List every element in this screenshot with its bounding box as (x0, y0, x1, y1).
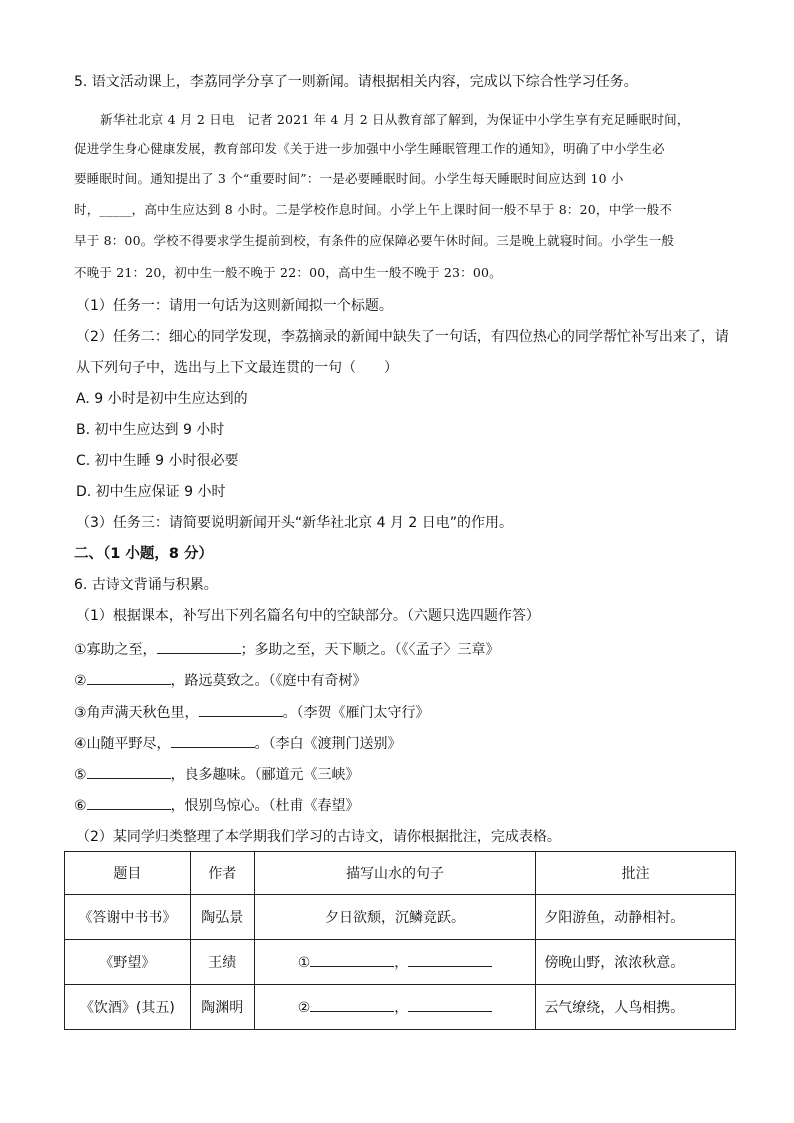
answer-blank[interactable] (171, 733, 255, 748)
table-row (65, 940, 736, 985)
header-author: 作者 (190, 852, 254, 895)
header-note: 批注 (536, 852, 736, 895)
table-row (65, 895, 736, 940)
option-d: D. 初中生应保证 9 小时 (76, 484, 226, 500)
cell-note: 夕阳游鱼，动静相衬。 (536, 895, 736, 940)
answer-blank[interactable] (87, 764, 171, 779)
cell-sentence: ② ， (254, 985, 536, 1030)
poem-item-2: ② ，路远莫致之。（《庭中有奇树》 (74, 670, 367, 690)
answer-blank[interactable] (157, 639, 241, 654)
answer-blank[interactable] (310, 997, 394, 1012)
cell-author: 陶弘景 (190, 895, 254, 940)
option-a: A. 9 小时是初中生应达到的 (76, 391, 248, 407)
answer-blank[interactable] (199, 702, 283, 717)
news-line-6: 不晚于 21：20，初中生一般不晚于 22：00，高中生一般不晚于 23：00。 (74, 265, 502, 280)
answer-blank[interactable] (310, 952, 394, 967)
cell-author: 陶渊明 (190, 985, 254, 1030)
answer-blank[interactable] (408, 952, 492, 967)
answer-blank[interactable] (87, 795, 171, 810)
task1-text: （1）任务一：请用一句话为这则新闻拟一个标题。 (76, 298, 393, 314)
task2-line-1: （2）任务二：细心的同学发现，李荔摘录的新闻中缺失了一句话，有四位热心的同学帮忙补写出来了，请 (76, 329, 729, 345)
cell-sentence: 夕日欲颓，沉鳞竞跃。 (254, 895, 536, 940)
cell-title: 《饮酒》(其五) (65, 985, 191, 1030)
cell-title: 《答谢中书书》 (65, 895, 191, 940)
q6-sub2: （2）某同学归类整理了本学期我们学习的古诗文，请你根据批注，完成表格。 (76, 829, 561, 845)
news-line-2: 促进学生身心健康发展，教育部印发《关于进一步加强中小学生睡眠管理工作的通知》，明确了中小学生必 (74, 141, 665, 156)
answer-blank[interactable] (87, 670, 171, 685)
q6-sub1: （1）根据课本，补写出下列名篇名句中的空缺部分。（六题只选四题作答） (76, 608, 540, 624)
poem-item-6: ⑥ ，恨别鸟惊心。（杜甫《春望》 (74, 795, 360, 815)
cell-note: 云气缭绕，人鸟相携。 (536, 985, 736, 1030)
option-b: B. 初中生应达到 9 小时 (76, 422, 225, 438)
table-row (65, 985, 736, 1030)
news-line-1: 新华社北京 4 月 2 日电 记者 2021 年 4 月 2 日从教育部了解到，为保证中小学生享有充足睡眠时间， (100, 112, 690, 127)
cell-author: 王绩 (190, 940, 254, 985)
news-line-5: 早于 8：00。学校不得要求学生提前到校，有条件的应保障必要午休时间。三是晚上就寝时间。小学生一般 (74, 233, 675, 248)
cell-sentence: ① ， (254, 940, 536, 985)
poem-item-5: ⑤ ，良多趣味。（郦道元《三峡》 (74, 764, 360, 784)
cell-note: 傍晚山野，浓浓秋意。 (536, 940, 736, 985)
cell-title: 《野望》 (65, 940, 191, 985)
q5-intro: 5. 语文活动课上，李荔同学分享了一则新闻。请根据相关内容，完成以下综合性学习任务。 (74, 74, 638, 90)
task2-line-2: 从下列句子中，选出与上下文最连贯的一句（ ） (76, 360, 398, 376)
answer-blank[interactable] (408, 997, 492, 1012)
poem-item-1: ①寡助之至， ；多助之至，天下顺之。（《〈孟子〉三章》 (74, 639, 500, 659)
news-line-3: 要睡眠时间。通知提出了 3 个“重要时间”：一是必要睡眠时间。小学生每天睡眠时间应达到 10 小 (74, 171, 624, 186)
header-title: 题目 (65, 852, 191, 895)
task3-text: （3）任务三：请简要说明新闻开头“新华社北京 4 月 2 日电”的作用。 (76, 515, 514, 531)
q6-title: 6. 古诗文背诵与积累。 (74, 577, 218, 593)
poem-item-4: ④山随平野尽， 。（李白《渡荆门送别》 (74, 733, 402, 753)
header-sentence: 描写山水的句子 (254, 852, 536, 895)
poetry-table (64, 851, 736, 1030)
poem-item-3: ③角声满天秋色里， 。（李贺《雁门太守行》 (74, 702, 430, 722)
option-c: C. 初中生睡 9 小时很必要 (76, 453, 239, 469)
table-header-row (65, 852, 736, 895)
news-line-4: 时，_____，高中生应达到 8 小时。二是学校作息时间。小学上午上课时间一般不早于 8：20，中学一般不 (74, 202, 673, 217)
section-heading: 二、（1 小题，8 分） (74, 546, 214, 562)
